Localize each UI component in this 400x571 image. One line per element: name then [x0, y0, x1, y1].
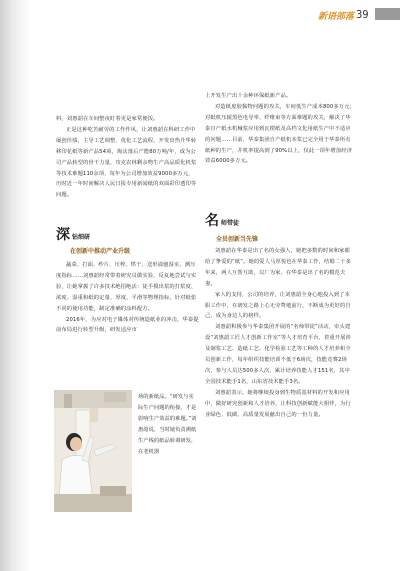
section-heading-small: 钻细研 [72, 234, 91, 241]
paragraph: 刘惠韶积极参与华泰集团开展的“名师带徒”活动，牵头建设“刘惠韶工匠人才创新工作室”等人才培育平台，着重开展涉及制浆工艺、造纸工艺、化学检验工艺等工种的人才培养和全员创新工作，每年组织技能培训不低于6场次，技能竞赛2场次，参与人员达500多人次，累计培养技能人才151名，其中全国技术能手1名，山东省技术能手3名。 [205, 324, 352, 385]
paragraph: 蔬菜、打面、纱片、压榨、烘干、送形溢刨湿室、测压度指标……刘惠韶经常带着研究员做实验，反复地尝试与实验，让她掌握了许多技术绝招绝活：徒手摸出浆的打浆度、浓度、湿重和纸的定量、厚度、平滑等物理指标，针对纸张不同的使用功能，制定准确的涂料配方。 [56, 262, 197, 312]
section-subtitle-1: 在创新中推动产业升级 [70, 248, 131, 255]
header-accent-bar [375, 8, 400, 20]
left-column-top [56, 114, 199, 201]
left-column-section1 [56, 260, 199, 336]
scientist-lab-photo [54, 390, 132, 512]
section-heading-2 [205, 214, 239, 228]
paragraph: 刘惠韶在华泰是出了名的女强人，她把多数的时间和家都给了挚爱的“纸”。她的爱人马厚悦也在华泰工作，结婚二十多年来，两人互帮互助，以厂为家，在华泰是出了名的模范夫妻。 [205, 248, 352, 287]
section-subtitle-2: 全员创新当先锋 [216, 236, 259, 243]
photo-wrap-text [138, 392, 198, 457]
header-section-title: 新语部落 [318, 12, 355, 22]
paragraph: 料，刘惠韶在车间整夜盯着更是家常便饭。 [56, 116, 159, 122]
paragraph: 2016年，为应对电子媒体对传统造纸业的冲击，华泰提前布局进行转型升级，研发适应市 [56, 316, 199, 334]
paragraph: 家人的支持，公司的培养，让刘惠韶全身心地投入到了本职工作中，在研发之路上心无旁骛地前行，不断成为更好的自己，成为身边人的榜样。 [205, 291, 351, 320]
paragraph: 对造纸废胶黏物问题的攻关，车间低生产成本800多万元；对纸机压辊黑色电导率、纤维束等方面难题的攻关，解决了华泰自产纸水机械浆应用到瓦楞纸及高档文化用纸生产中不适应的问题……目前，华泰集团自产纸机本浆已完全用于华泰所有纸种的生产，并机率提高到了90%以上，仅此一项年增加经济效益6000多万元。 [205, 103, 355, 165]
paragraph: 场的新纸品。“研发与实际生产问题的衔接，才是影响生产效益的难题。”刘惠韶说，当时她负责测纸生产线的纸品转调研发，在老机器 [138, 394, 197, 455]
page-gutter-shadow [0, 0, 30, 571]
page-number: 39 [356, 8, 369, 21]
paragraph: 刘惠韶表示，她将继续投身到生物质基材料的开发和应用中，做好研究创新和人才培养，让科技创新赋能大相伴，为行业绿色、低碳、高质量发展献出自己的一份力量。 [205, 389, 351, 418]
section-heading-1 [56, 228, 90, 242]
right-column-top [205, 91, 355, 167]
paragraph: 上开发生产出十余种环保纸新产品。 [205, 93, 292, 99]
section-heading-big-char: 深 [56, 227, 70, 243]
section-heading-small: 师带徒 [221, 220, 240, 227]
paragraph: 正是这种吃苦耐劳的工作作风，让刘惠韶在科研工作中屡创佳绩，主导工艺调整、优化工艺流程，开发出热升华转移印花纸等新产品54项，淘汰落后产能80万吨/年，成为公司产品转型的骨干力量，攻克农林剩余物生产高品质化机浆等技术难题110余项，每年为公司增加效益9000多万元，历时近一年时间解决人民日报专用新闻纸的双面彩印透印等问题。 [56, 126, 197, 199]
right-column-section2 [205, 246, 355, 421]
section-heading-big-char: 名 [205, 213, 219, 229]
